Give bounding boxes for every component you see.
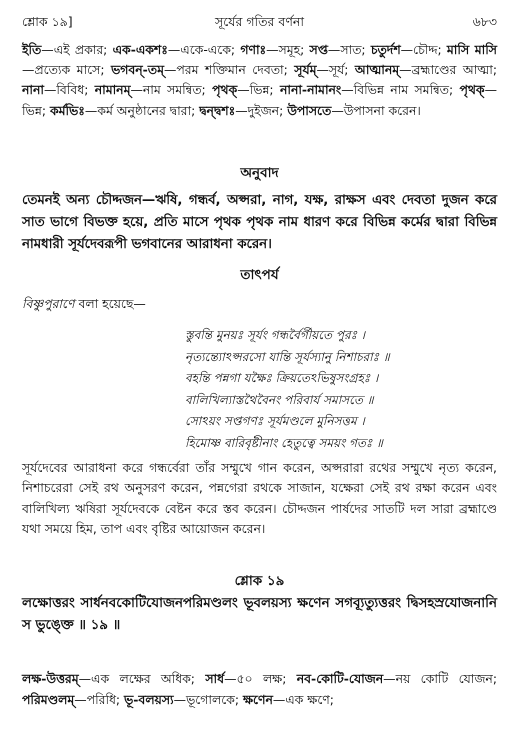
synonym-meaning: —ভূগোলকে; [173, 692, 243, 707]
translation-heading: অনুবাদ [240, 165, 279, 181]
intro-rest: বলা হয়েছে— [74, 296, 146, 311]
purport-intro [22, 294, 497, 314]
synonym-meaning: —৫০ লক্ষ; [224, 671, 297, 686]
synonym-meaning: —ভিন্ন; [237, 82, 280, 98]
synonym-meaning: —কর্ম অনুষ্ঠানের দ্বারা; [84, 102, 200, 118]
synonym-term: পরিমণ্ডলম্ [22, 692, 75, 707]
running-header [22, 12, 497, 32]
synonym-meaning: —পরিধি; [74, 692, 125, 707]
synonym-meaning: —সূর্য; [316, 62, 355, 78]
synonym-term: চতুর্দশ [370, 42, 401, 57]
synonym-term: দ্বন্দ্বশঃ [199, 102, 236, 118]
synonym-term: লক্ষ-উত্তরম্ [22, 671, 79, 686]
synonym-meaning: —চৌদ্দ; [400, 42, 447, 57]
synonym-term: ভূ-বলয়স্য [124, 692, 174, 707]
header-verse-ref: শ্লোক ১৯] [22, 14, 73, 29]
synonym-term: নানা [22, 82, 44, 98]
quoted-verse [185, 325, 497, 455]
synonym-term: মাসি মাসি [446, 42, 497, 57]
synonym-meaning: —সাত; [327, 42, 371, 57]
synonym-meaning: —ব্রহ্মাণ্ডের আত্মা; [399, 62, 498, 78]
purport-heading: তাৎপর্য [240, 267, 279, 283]
synonym-term: নব-কোটি-যোজন [296, 671, 384, 686]
verse-line: হিমোষ্ণ বারিবৃষ্টীনাং হেতুত্বে সময়ং গতঃ ॥ [185, 435, 383, 450]
synonym-term: নামানম্ [94, 82, 131, 98]
verse-line: স্তুবন্তি মুনয়ঃ সূর্যং গন্ধর্বৈর্গীয়তে পুরঃ । [185, 328, 366, 342]
synonym-term: পৃথক্ [212, 82, 238, 98]
synonym-meaning: —নয় কোটি যোজন; [383, 671, 497, 686]
synonym-meaning: —প্রত্যেক মাসে; [22, 62, 112, 78]
synonyms-paragraph [22, 40, 497, 121]
synonym-meaning: —দুইজন; [235, 102, 288, 118]
synonym-meaning: —এই প্রকার; [41, 42, 113, 57]
synonyms-paragraph-2 [22, 668, 497, 710]
synonym-meaning: —সমূহ; [266, 42, 310, 57]
synonym-meaning: —একে-একে; [167, 42, 241, 57]
synonym-term: কর্মভিঃ [49, 102, 85, 118]
verse-line: বালিখিল্যাস্তথৈবৈনং পরিবার্য সমাসতে ॥ [185, 392, 374, 407]
translation-text: তেমনই অন্য চৌদ্দজন—ঋষি, গন্ধর্ব, অপ্সরা, নাগ, যক্ষ, রাক্ষস এবং দেবতা দুজন করে সাত ভাগে বিভক্ত হয়ে, প্রতি মাসে পৃথক পৃথক নাম ধারণ করে বিভিন্ন কর্মের দ্বারা বিভিন্ন নামধারী সূর্যদেবরূপী ভগবানের আরাধনা করেন। [22, 193, 497, 252]
scripture-name: বিষ্ণুপুরাণে [22, 296, 75, 311]
page-number: ৬৮৩ [472, 14, 497, 29]
synonym-term: ক্ষণেন [242, 692, 273, 707]
purport-text: সূর্যদেবের আরাধনা করে গন্ধর্বেরা তাঁর সম্মুখে গান করেন, অপ্সরারা রথের সম্মুখে নৃত্য করেন, নিশাচরেরা সেই রথ অনুসরণ করেন, পন্নগেরা রথকে সাজান, যক্ষেরা সেই রথ রক্ষা করেন এবং বালিখিল্য ঋষিরা সূর্যদেবকে বেষ্টন করে স্তব করেন। চৌদ্দজন পার্ষদের সাতটি দল সারা ব্রহ্মাণ্ডে যথা সময়ে হিম, তাপ এবং বৃষ্টির আয়োজন করেন। [22, 460, 497, 537]
synonym-term: ভগবন্-তম্ [111, 62, 164, 78]
synonym-term: পৃথক্ [459, 82, 485, 98]
synonym-term: আত্মানম্ [354, 62, 400, 78]
synonym-term: নানা-নামানং [279, 82, 342, 98]
verse-line: সোঽয়ং সপ্তগণঃ সূর্যমণ্ডলে মুনিসত্তম । [185, 414, 365, 429]
synonym-term: সূর্যম্ [294, 62, 317, 78]
verse-heading: শ্লোক ১৯ [234, 573, 285, 589]
synonym-term: সপ্ত [309, 42, 328, 57]
synonym-meaning: —এক ক্ষণে; [272, 692, 334, 707]
synonym-meaning: —নাম সমন্বিত; [130, 82, 213, 98]
sanskrit-verse: লক্ষোত্তরং সার্ধনবকোটিযোজনপরিমণ্ডলং ভূবলয়স্য ক্ষণেন সগব্যূত্যুত্তরং দ্বিসহস্রযোজনানি স ভুঙ্ক্তে ॥ ১৯ ॥ [22, 596, 497, 633]
synonym-meaning: —উপাসনা করেন। [331, 102, 421, 118]
synonym-meaning: —বিবিধ; [43, 82, 95, 98]
synonym-meaning: —পরম শক্তিমান দেবতা; [163, 62, 295, 78]
synonym-term: সার্ধ [205, 671, 225, 686]
synonym-meaning: —বিভিন্ন নাম সমন্বিত; [341, 82, 460, 98]
synonym-term: ইতি [22, 42, 42, 57]
verse-line: বহন্তি পন্নগা যক্ষৈঃ ক্রিয়তেঽভিষুসংগ্রহঃ । [185, 371, 379, 386]
synonym-term: উপাসতে [287, 102, 332, 118]
synonym-meaning: —ভিন্ন; [22, 82, 497, 118]
synonym-term: এক-একশঃ [112, 42, 168, 57]
synonym-meaning: —এক লক্ষের অধিক; [78, 671, 206, 686]
verse-line: নৃত্যন্ত্যোঽপ্সরসো যান্তি সূর্যস্যানু নিশাচরাঃ ॥ [185, 349, 390, 364]
header-chapter-title: সূর্যের গতির বর্ণনা [215, 14, 304, 29]
synonym-term: গণাঃ [240, 42, 267, 57]
